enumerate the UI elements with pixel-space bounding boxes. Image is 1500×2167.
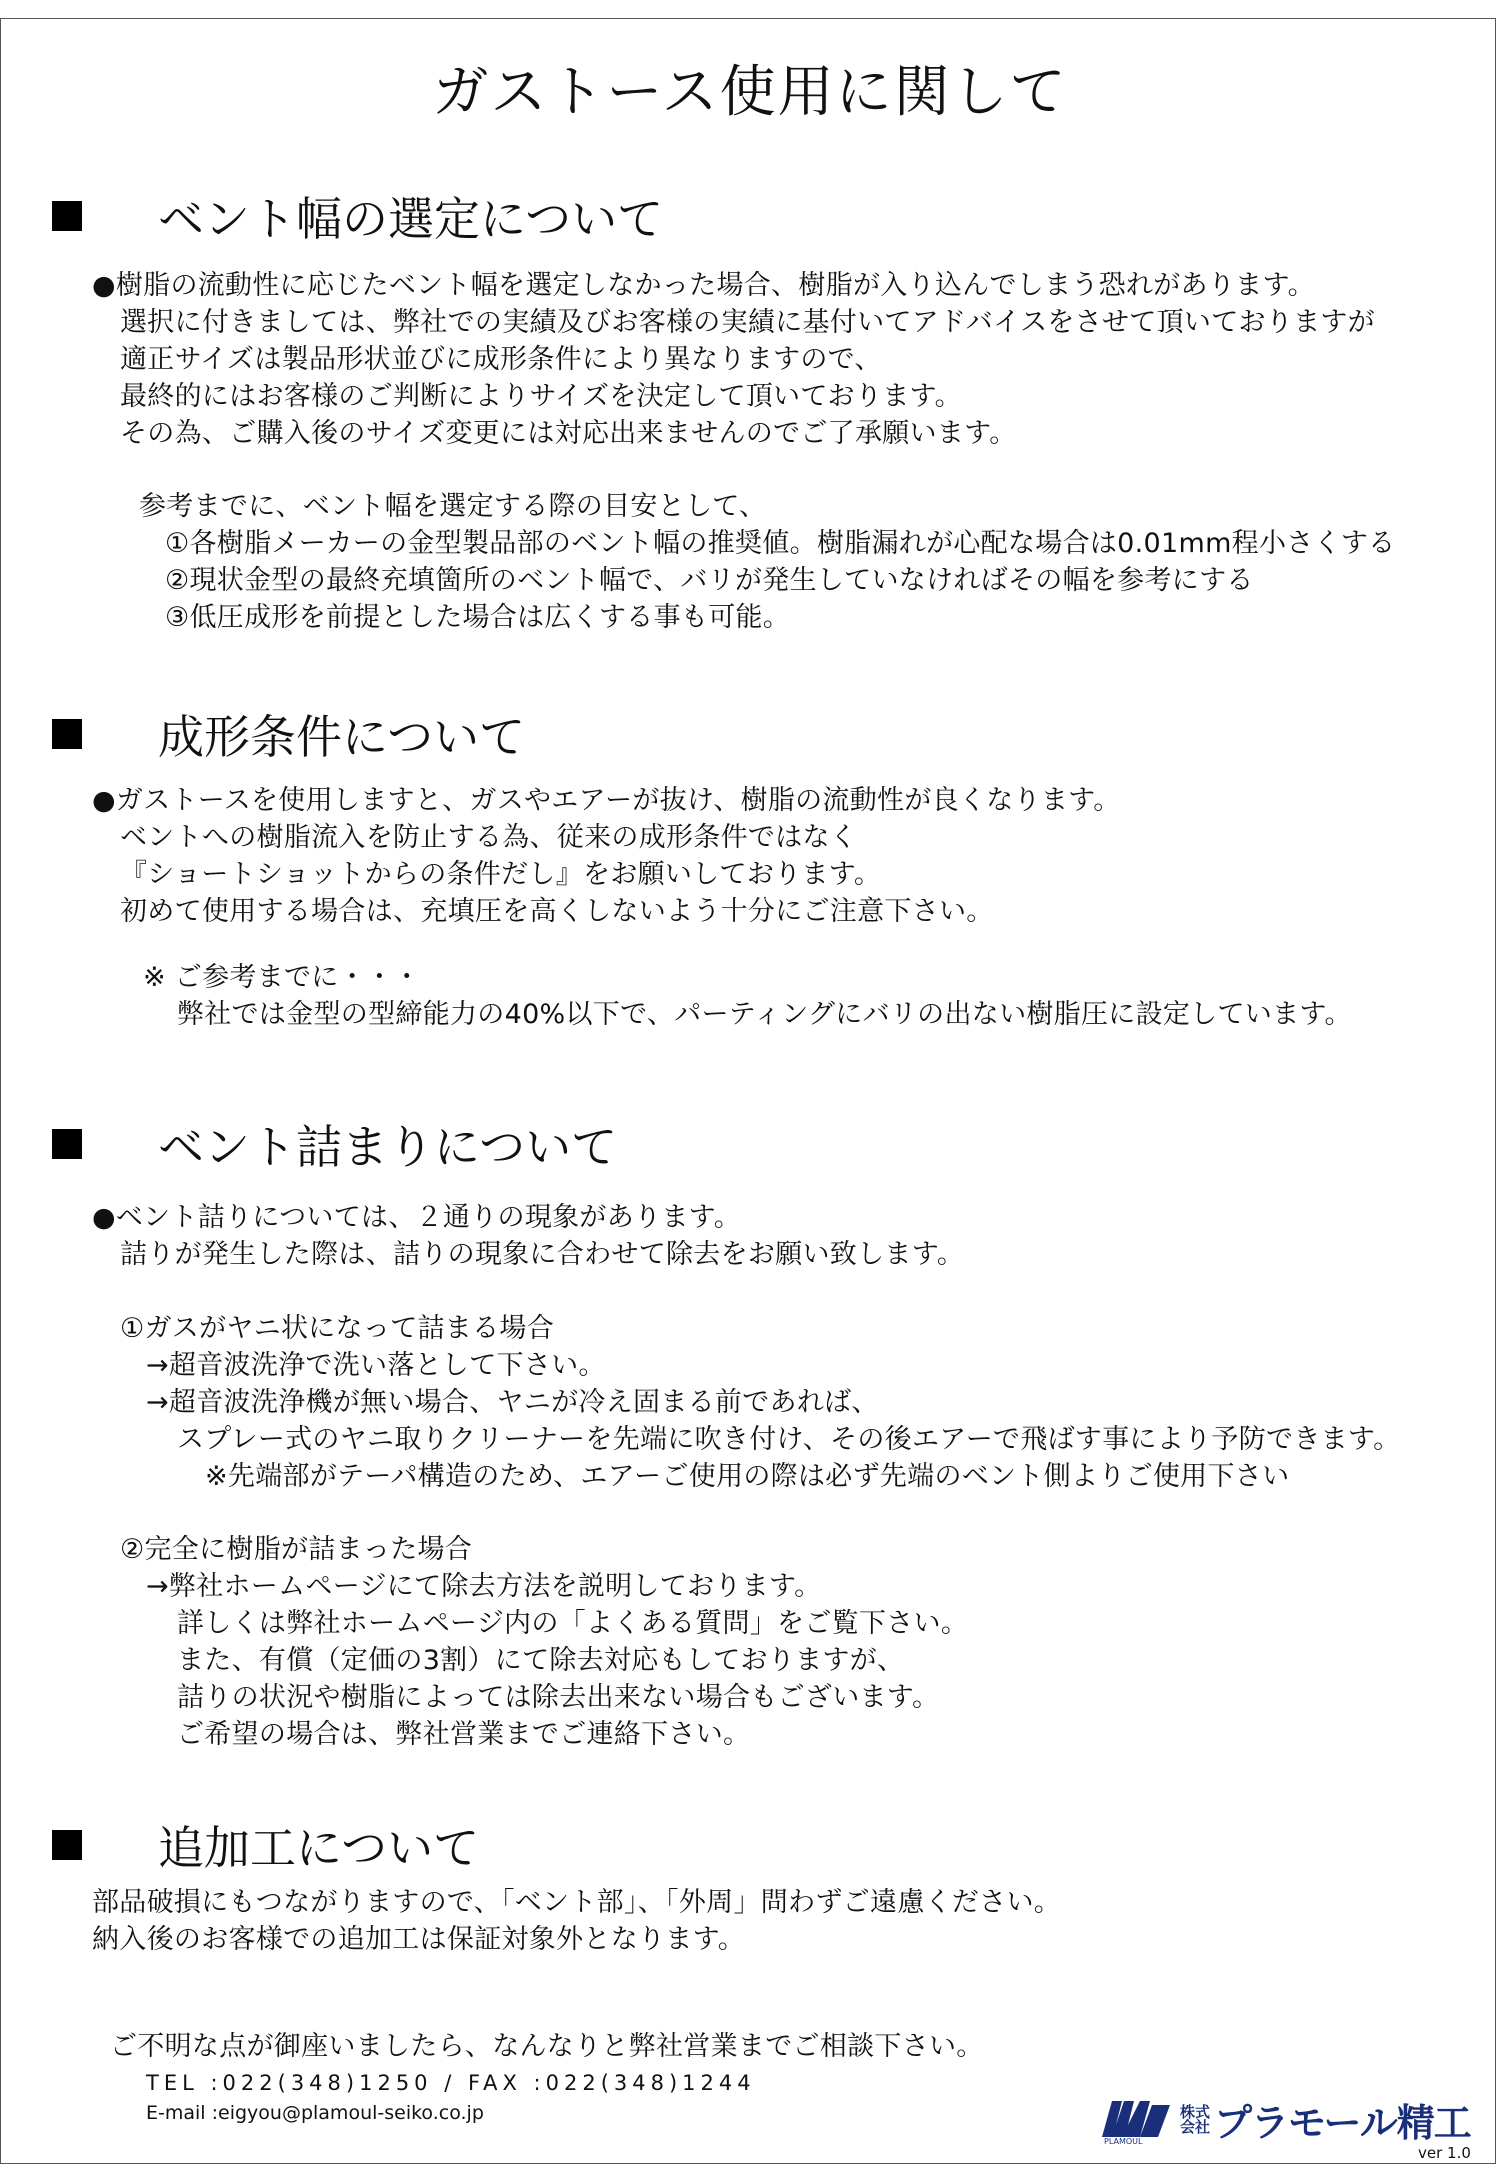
case-heading: ②完全に樹脂が詰まった場合 [120,1534,473,1565]
text-line: 部品破損にもつながりますので、「ベント部」、「外周」問わずご遠慮ください。 [92,1887,1062,1918]
text-line: ※先端部がテーパ構造のため、エアーご使用の際は必ず先端のベント側よりご使用下さい [205,1461,1290,1492]
company-type-top: 株式 [1180,2102,1211,2121]
company-type [1180,2102,1211,2136]
text-line: 最終的にはお客様のご判断によりサイズを決定して頂いております。 [120,381,962,412]
text-line: ●ガストースを使用しますと、ガスやエアーが抜け、樹脂の流動性が良くなります。 [92,785,1121,816]
text-line: 詳しくは弊社ホームページ内の「よくある質問」をご覧下さい。 [177,1608,969,1639]
square-bullet-icon [52,201,82,231]
section-heading-text: 成形条件について [158,710,526,764]
text-line: その為、ご購入後のサイズ変更には対応出来ませんのでご了承願います。 [120,418,1017,449]
text-line: →弊社ホームページにて除去方法を説明しております。 [146,1571,822,1602]
text-line: ご希望の場合は、弊社営業までご連絡下さい。 [177,1719,751,1750]
text-line: 納入後のお客様での追加工は保証対象外となります。 [92,1924,746,1955]
company-type-bottom: 会社 [1180,2117,1211,2136]
text-line: ベントへの樹脂流入を防止する為、従来の成形条件ではなく [120,822,858,853]
section-heading-additional-machining [52,1812,479,1878]
text-line: ●ベント詰りについては、２通りの現象があります。 [92,1202,742,1233]
square-bullet-icon [52,719,82,749]
text-line: 初めて使用する場合は、充填圧を高くしないよう十分にご注意下さい。 [120,896,994,927]
text-line: →超音波洗浄機が無い場合、ヤニが冷え固まる前であれば、 [146,1387,879,1418]
company-name: プラモール精工 [1214,2101,1471,2145]
text-line: 適正サイズは製品形状並びに成形条件により異なりますので、 [120,344,882,375]
version-label: ver 1.0 [1418,2144,1471,2162]
case-heading: ①ガスがヤニ状になって詰まる場合 [120,1313,555,1344]
section-heading-molding-conditions [52,701,525,767]
note-heading: ※ ご参考までに・・・ [143,962,421,993]
text-line: 詰りが発生した際は、詰りの現象に合わせて除去をお願い致します。 [120,1239,965,1270]
section-heading-text: 追加工について [158,1821,480,1875]
text-line: また、有償（定価の3割）にて除去対応もしておりますが、 [177,1645,905,1676]
square-bullet-icon [52,1830,82,1860]
company-logo [1100,2092,1471,2147]
text-line: 詰りの状況や樹脂によっては除去出来ない場合もございます。 [177,1682,940,1713]
text-line: ●樹脂の流動性に応じたベント幅を選定しなかった場合、樹脂が入り込んでしまう恐れがあります。 [92,270,1315,301]
text-line: スプレー式のヤニ取りクリーナーを先端に吹き付け、その後エアーで飛ばす事により予防できます。 [177,1424,1401,1455]
page-title: ガストース使用に関して [432,60,1068,125]
email-address: E-mail :eigyou@plamoul-seiko.co.jp [146,2102,484,2124]
pm-logo-icon [1100,2095,1176,2145]
list-item: ②現状金型の最終充填箇所のベント幅で、バリが発生していなければその幅を参考にする [165,565,1254,596]
section-heading-text: ベント幅の選定について [158,192,664,246]
closing-message: ご不明な点が御座いましたら、なんなりと弊社営業までご相談下さい。 [110,2031,984,2062]
section-heading-text: ベント詰まりについて [158,1120,618,1174]
square-bullet-icon [52,1129,82,1159]
note-text: 弊社では金型の型締能力の40%以下で、パーティングにバリの出ない樹脂圧に設定しています。 [177,999,1352,1030]
section-heading-vent-width [52,183,663,249]
svg-text:PLAMOUL: PLAMOUL [1104,2136,1143,2145]
section-heading-vent-clogging [52,1111,617,1177]
text-line: 参考までに、ベント幅を選定する際の目安として、 [139,491,767,522]
text-line: →超音波洗浄で洗い落として下さい。 [146,1350,606,1381]
text-line: 選択に付きましては、弊社での実績及びお客様の実績に基付いてアドバイスをさせて頂いておりますが [120,307,1375,338]
list-item: ①各樹脂メーカーの金型製品部のベント幅の推奨値。樹脂漏れが心配な場合は0.01mm程小さくする [165,528,1396,559]
list-item: ③低圧成形を前提とした場合は広くする事も可能。 [165,602,791,633]
tel-fax: TEL :022(348)1250 / FAX :022(348)1244 [146,2071,756,2095]
text-line: 『ショートショットからの条件だし』をお願いしております。 [120,859,882,890]
